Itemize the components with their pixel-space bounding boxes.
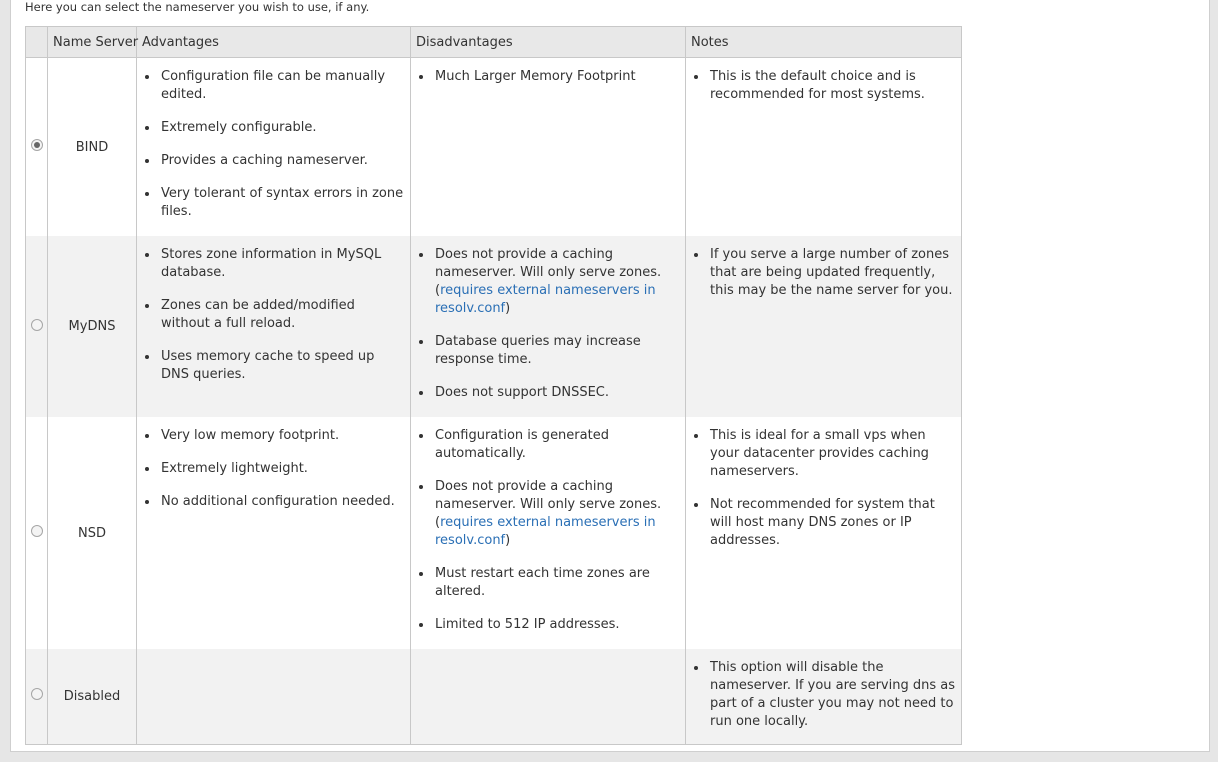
radio-cell[interactable] [26,58,48,237]
list-item: No additional configuration needed. [159,493,410,511]
table-row-mydns[interactable] [26,236,962,417]
list-item: Does not provide a caching nameserver. Will only serve zones. (requires external nameservers in resolv.conf) [433,246,685,318]
notes-cell [686,236,962,417]
list-item: Stores zone information in MySQL database. [159,246,410,282]
table-header-row [26,27,962,58]
name-cell: BIND [48,58,137,237]
nameserver-table [25,26,962,745]
advantages-cell [137,417,411,649]
list-item: This is the default choice and is recommended for most systems. [708,68,961,104]
radio-cell[interactable] [26,236,48,417]
notes-cell [686,649,962,744]
name-cell: MyDNS [48,236,137,417]
name-cell: Disabled [48,649,137,744]
notes-cell [686,58,962,237]
list-item: Much Larger Memory Footprint [433,68,685,86]
list-item: Does not provide a caching nameserver. Will only serve zones. (requires external nameservers in resolv.conf) [433,478,685,550]
nameserver-radio-disabled[interactable] [31,688,43,700]
list-item: Not recommended for system that will host many DNS zones or IP addresses. [708,496,961,550]
nameserver-radio-bind[interactable] [31,139,43,151]
notes-header: Notes [686,27,962,58]
list-item: This is ideal for a small vps when your datacenter provides caching nameservers. [708,427,961,481]
disadvantages-cell [411,417,686,649]
list-item: Must restart each time zones are altered. [433,565,685,601]
radio-cell[interactable] [26,417,48,649]
list-item: This option will disable the nameserver. If you are serving dns as part of a cluster you may not need to run one locally. [708,659,961,731]
table-row-nsd[interactable] [26,417,962,649]
list-item: Provides a caching nameserver. [159,152,410,170]
name-cell: NSD [48,417,137,649]
list-item: Zones can be added/modified without a full reload. [159,297,410,333]
list-item: Does not support DNSSEC. [433,384,685,402]
disadvantages-cell [411,58,686,237]
list-item: Very tolerant of syntax errors in zone files. [159,185,410,221]
list-item: Configuration is generated automatically. [433,427,685,463]
list-item: Very low memory footprint. [159,427,410,445]
nameserver-radio-nsd[interactable] [31,525,43,537]
list-item: Configuration file can be manually edited. [159,68,410,104]
list-item: If you serve a large number of zones that are being updated frequently, this may be the name server for you. [708,246,961,300]
list-item-text: Does not provide a caching nameserver. Will only serve zones. [435,479,662,512]
external-nameservers-link[interactable]: requires external nameservers in resolv.conf [435,283,656,316]
disadvantages-header: Disadvantages [411,27,686,58]
notes-cell [686,417,962,649]
intro-text: Here you can select the nameserver you wish to use, if any. [25,0,370,14]
advantages-cell [137,236,411,417]
nameserver-radio-mydns[interactable] [31,319,43,331]
radio-cell[interactable] [26,649,48,744]
name-server-header: Name Server [48,27,137,58]
list-item-text: Does not provide a caching nameserver. Will only serve zones. [435,247,662,280]
radio-header [26,27,48,58]
advantages-cell [137,58,411,237]
list-item: Uses memory cache to speed up DNS queries. [159,348,410,384]
list-item: Limited to 512 IP addresses. [433,616,685,634]
table-row-disabled[interactable] [26,649,962,744]
advantages-cell [137,649,411,744]
table-row-bind[interactable] [26,58,962,237]
disadvantages-cell [411,236,686,417]
advantages-header: Advantages [137,27,411,58]
external-nameservers-link[interactable]: requires external nameservers in resolv.conf [435,515,656,548]
list-item: Database queries may increase response time. [433,333,685,369]
list-item: Extremely lightweight. [159,460,410,478]
list-item: Extremely configurable. [159,119,410,137]
disadvantages-cell [411,649,686,744]
